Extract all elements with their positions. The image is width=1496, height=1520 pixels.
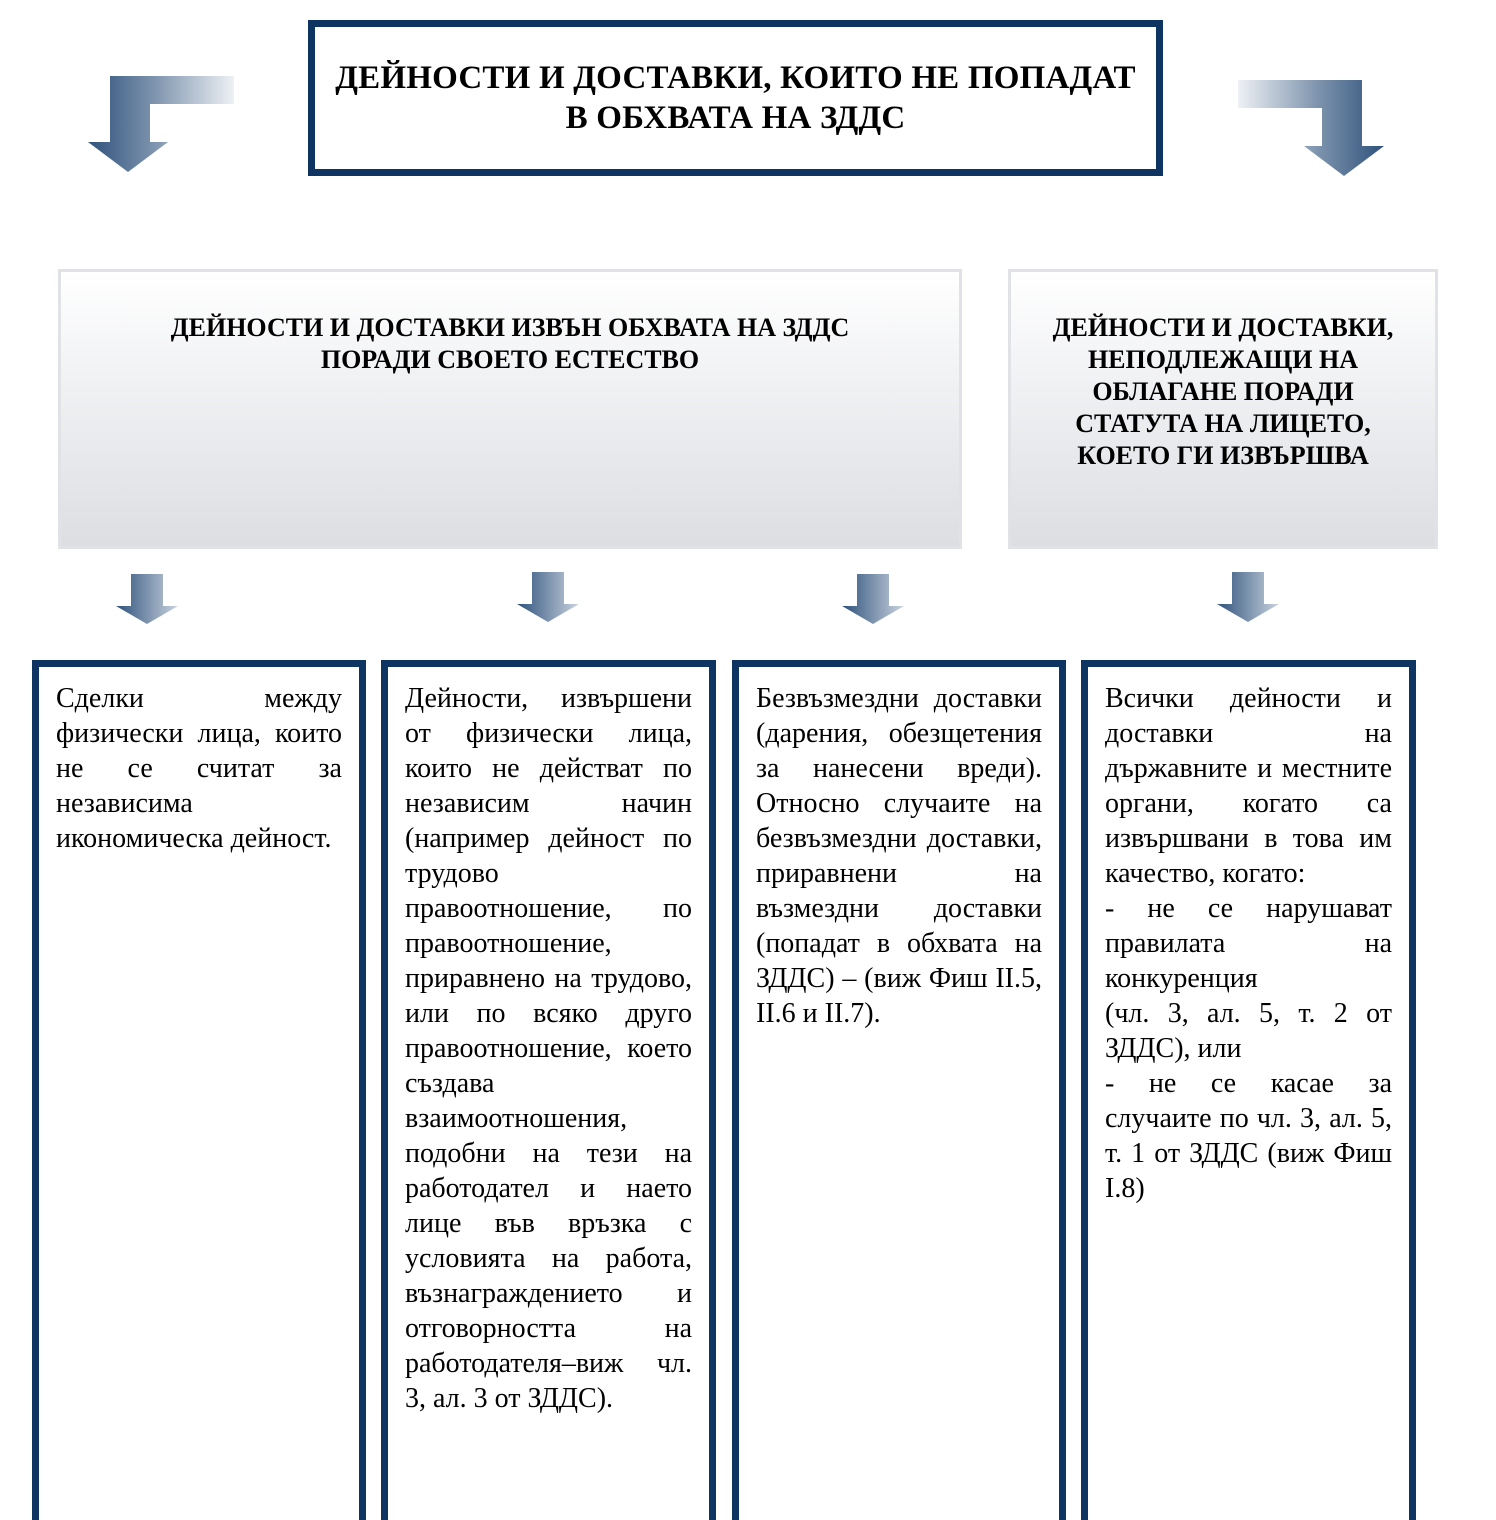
category-box-nature: [58, 269, 962, 549]
down-arrow-icon: [116, 574, 178, 624]
diagram-title-box: [308, 20, 1163, 176]
category-label-nature: ДЕЙНОСТИ И ДОСТАВКИ ИЗВЪН ОБХВАТА НА ЗДДС ПОРАДИ СВОЕТО ЕСТЕСТВО: [170, 313, 850, 374]
detail-text: Сделки между физически лица, които не се считат за независима икономическа дейност.: [56, 683, 342, 854]
down-arrow-icon: [842, 574, 904, 624]
bent-arrow-left-icon: [88, 74, 236, 174]
detail-text: Всички дейности и доставки на държавните и местните органи, когато са извършвани в това им качество, когато: - не се нарушават правилата на конкуренция (чл. 3, ал. 5, т. 2 от ЗДДС), или - не се касае за случаите по чл. 3, ал. 5, т. 1 от ЗДДС (виж Фиш I.8): [1105, 683, 1392, 1204]
detail-box-free-supplies: [732, 660, 1066, 1520]
detail-text: Дейности, извършени от физически лица, които не действат по независим начин (например дейност по трудово правоотношение, по правоотношение, приравнено на трудово, или по всяко друго правоотношение, което създава взаимоотношения, подобни на тези на работодател и наето лице във връзка с условията на работа, възнаграждението и отговорността на работодателя–виж чл. 3, ал. 3 от ЗДДС).: [405, 683, 692, 1414]
category-box-status: [1008, 269, 1438, 549]
diagram-title: ДЕЙНОСТИ И ДОСТАВКИ, КОИТО НЕ ПОПАДАТ В ОБХВАТА НА ЗДДС: [335, 60, 1136, 136]
detail-text: Безвъзмездни доставки (дарения, обезщетения за нанесени вреди). Относно случаите на безвъзмездни доставки, приравнени на възмездни доставки (попадат в обхвата на ЗДДС) – (виж Фиш II.5, II.6 и II.7).: [756, 683, 1042, 1029]
detail-box-state-authorities: [1081, 660, 1416, 1520]
detail-box-private-transactions: [32, 660, 366, 1520]
detail-box-employment: [381, 660, 716, 1520]
down-arrow-icon: [1217, 572, 1279, 622]
category-label-status: ДЕЙНОСТИ И ДОСТАВКИ, НЕПОДЛЕЖАЩИ НА ОБЛАГАНЕ ПОРАДИ СТАТУТА НА ЛИЦЕТО, КОЕТО ГИ ИЗВЪРШВА: [1052, 313, 1394, 470]
bent-arrow-right-icon: [1236, 78, 1384, 178]
down-arrow-icon: [517, 572, 579, 622]
